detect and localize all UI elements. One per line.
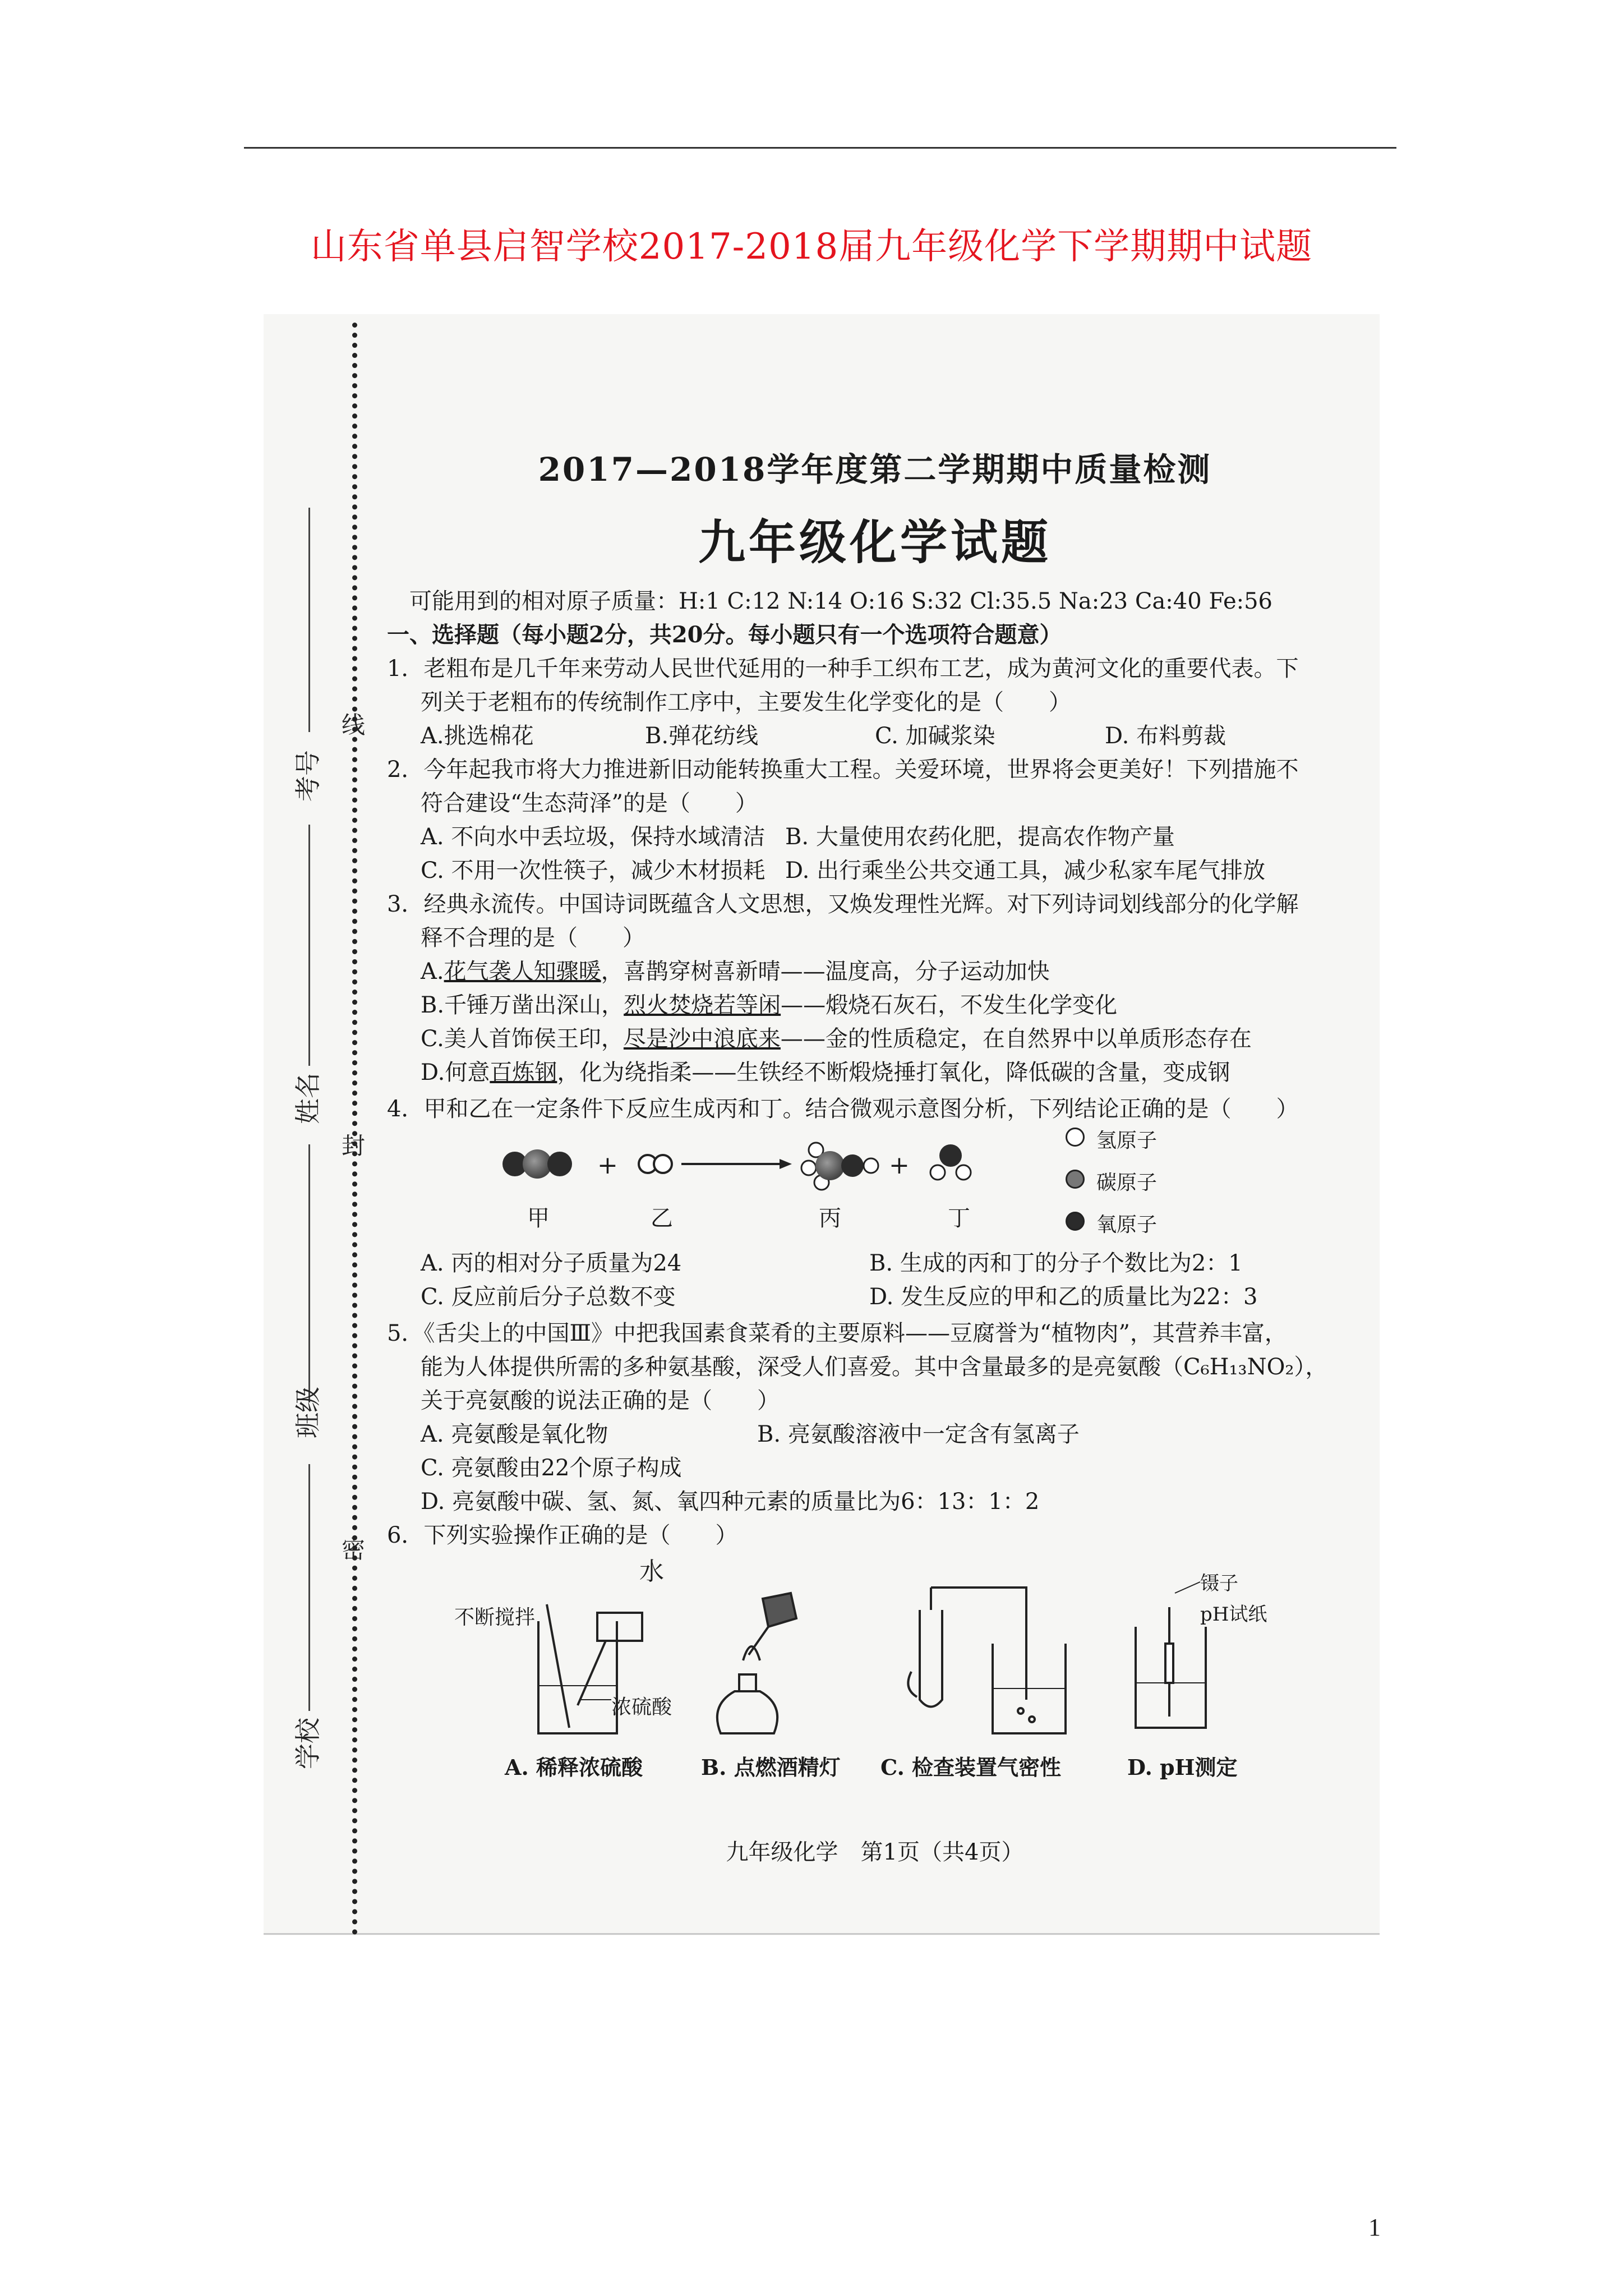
q3-d-underlined: 百炼钢 [490, 1060, 557, 1085]
q1-option-b: B.弹花纺线 [645, 723, 759, 749]
q4-option-b: B. 生成的丙和丁的分子个数比为2：1 [869, 1250, 1243, 1276]
atom-hydrogen [864, 1158, 878, 1173]
label-jia: 甲 [527, 1205, 550, 1231]
label-yi: 乙 [651, 1205, 673, 1231]
xingming-line-lower [308, 1144, 310, 1402]
illustration-b-alcohol-lamp [717, 1593, 796, 1733]
legend-hydrogen-label: 氢原子 [1096, 1129, 1158, 1152]
q4-option-d: D. 发生反应的甲和乙的质量比为22：3 [869, 1284, 1258, 1310]
atom-oxygen [841, 1154, 864, 1177]
label-bing: 丙 [819, 1205, 841, 1231]
page-number: 1 [1368, 2214, 1381, 2241]
label-concentrated-acid: 浓硫酸 [611, 1696, 672, 1719]
kaohao-line [308, 508, 310, 732]
q1-option-d: D. 布料剪裁 [1105, 723, 1227, 749]
binding-mark-mi: 密 [341, 1536, 365, 1563]
q3-b-underlined: 烈火焚烧若等闲 [624, 992, 781, 1018]
label-banji: 班级 [293, 1387, 323, 1438]
label-tweezers: 镊子 [1200, 1572, 1238, 1595]
atom-carbon [815, 1151, 845, 1180]
label-kaohao: 考号 [293, 750, 323, 802]
section-1-heading: 一、选择题（每小题2分，共20分。每小题只有一个选项符合题意） [387, 622, 1062, 648]
legend-oxygen-label: 氧原子 [1096, 1213, 1158, 1236]
atomic-masses: 可能用到的相对原子质量：H:1 C:12 N:14 O:16 S:32 Cl:35.5 Na:23 Ca:40 Fe:56 [409, 588, 1273, 614]
illustration-c-airtightness [908, 1588, 1066, 1733]
legend-carbon-label: 碳原子 [1096, 1171, 1158, 1194]
lighting-contact [749, 1627, 768, 1655]
scan-bottom-edge [264, 1933, 1380, 1935]
molecule-jia [502, 1149, 572, 1179]
atom-hydrogen [956, 1165, 971, 1180]
plus-sign-2: + [889, 1151, 910, 1180]
q6-line1: 6．下列实验操作正确的是（ ） [387, 1522, 738, 1548]
exam-header-term: 2017—2018学年度第二学期期中质量检测 [538, 450, 1212, 489]
xingming-line-upper [308, 825, 310, 1066]
q5-option-a: A. 亮氨酸是氧化物 [421, 1421, 608, 1447]
reaction-arrowhead [780, 1159, 792, 1169]
label-water: 水 [639, 1557, 664, 1586]
delivery-tube [931, 1588, 1026, 1700]
atom-oxygen [547, 1152, 572, 1176]
glass-rod [547, 1604, 569, 1728]
q5-option-b: B. 亮氨酸溶液中一定含有氢离子 [757, 1421, 1080, 1447]
document-title: 山东省单县启智学校2017-2018届九年级化学下学期期中试题 [310, 226, 1313, 268]
q3-line1: 3．经典永流传。中国诗词既蕴含人文思想，又焕发理性光辉。对下列诗词划线部分的化学解 [387, 891, 1299, 917]
q2-line1: 2．今年起我市将大力推进新旧动能转换重大工程。关爱环境，世界将会更美好！下列措施不 [387, 757, 1299, 783]
hand-holding-tube [908, 1672, 917, 1697]
q2-option-c: C. 不用一次性筷子，减少木材损耗 [421, 858, 766, 884]
q5-line3: 关于亮氨酸的说法正确的是（ ） [421, 1388, 780, 1414]
q3-a-underlined: 花气袭人知骤暖 [444, 959, 601, 984]
q1-line1: 1．老粗布是几千年来劳动人民世代延用的一种手工织布工艺，成为黄河文化的重要代表。下 [387, 656, 1299, 682]
ph-paper-strip [1165, 1644, 1173, 1683]
banji-line [308, 1464, 310, 1711]
q2-option-d: D. 出行乘坐公共交通工具，减少私家车尾气排放 [785, 858, 1266, 884]
q3-line2: 释不合理的是（ ） [421, 925, 645, 951]
bubble [1018, 1708, 1023, 1714]
q4-reaction-diagram [499, 1133, 1004, 1195]
q3-a-prefix: A. [421, 959, 444, 984]
label-stir: 不断搅拌 [454, 1606, 536, 1629]
label-ding: 丁 [948, 1205, 970, 1231]
caption-b: B. 点燃酒精灯 [701, 1755, 841, 1780]
alcohol-lamp-body [717, 1691, 777, 1733]
q3-d-suffix: ，化为绕指柔——生铁经不断煅烧捶打氧化，降低碳的含量，变成钢 [557, 1060, 1230, 1085]
label-xingming: 姓名 [293, 1073, 323, 1124]
q5-option-d: D. 亮氨酸中碳、氢、氮、氧四种元素的质量比为6：13：1：2 [421, 1489, 1040, 1515]
q3-c-suffix: ——金的性质稳定，在自然界中以单质形态存在 [780, 1026, 1252, 1052]
q5-line2: 能为人体提供所需的多种氨基酸，深受人们喜爱。其中含量最多的是亮氨酸（C₆H₁₃NO₂）， [421, 1354, 1328, 1380]
caption-c: C. 检查装置气密性 [880, 1755, 1062, 1780]
legend-oxygen-icon [1066, 1212, 1085, 1231]
q6-experiment-illustrations [454, 1559, 1295, 1750]
q4-line1: 4．甲和乙在一定条件下反应生成丙和丁。结合微观示意图分析，下列结论正确的是（ ） [387, 1096, 1299, 1122]
q3-option-b [421, 987, 1117, 1019]
tweezers-pointer [1175, 1582, 1200, 1593]
legend-carbon-icon [1066, 1170, 1085, 1189]
q3-d-prefix: D.何意 [421, 1060, 490, 1085]
q5-option-c: C. 亮氨酸由22个原子构成 [421, 1455, 682, 1481]
lamp-flame [743, 1646, 760, 1660]
atom-hydrogen [654, 1155, 672, 1173]
q4-option-a: A. 丙的相对分子质量为24 [421, 1250, 682, 1276]
illustration-d-ph-test [1136, 1582, 1206, 1728]
atom-oxygen [939, 1144, 962, 1167]
caption-d: D. pH测定 [1127, 1755, 1238, 1780]
test-tube [920, 1610, 942, 1707]
label-xuexiao: 学校 [293, 1718, 323, 1769]
exam-header-subject: 九年级化学试题 [698, 514, 1052, 570]
beaker-a [538, 1621, 617, 1733]
q3-option-d [421, 1055, 1230, 1087]
q2-option-a: A. 不向水中丢垃圾，保持水域清洁 [421, 824, 766, 850]
q2-line2: 符合建设“生态菏泽”的是（ ） [421, 790, 758, 816]
q3-option-c [421, 1021, 1252, 1053]
plus-sign-1: + [597, 1151, 618, 1180]
q3-c-underlined: 尽是沙中浪底来 [623, 1026, 781, 1052]
q3-b-suffix: ——煅烧石灰石，不发生化学变化 [781, 992, 1118, 1018]
bubble [1029, 1717, 1035, 1722]
q4-option-c: C. 反应前后分子总数不变 [421, 1284, 676, 1310]
exam-page-footer: 九年级化学 第1页（共4页） [726, 1839, 1024, 1865]
atom-hydrogen [801, 1161, 816, 1175]
q2-option-b: B. 大量使用农药化肥，提高农作物产量 [785, 824, 1175, 850]
q1-option-c: C. 加碱浆染 [875, 723, 995, 749]
second-lamp-tilted [763, 1593, 796, 1627]
water-bottle [597, 1613, 642, 1641]
q3-c-prefix: C.美人首饰侯王印， [421, 1026, 624, 1052]
q3-a-suffix: ，喜鹊穿树喜新晴——温度高，分子运动加快 [601, 959, 1050, 984]
molecule-bing [801, 1143, 878, 1190]
lamp-wick-holder [739, 1674, 756, 1691]
q3-b-prefix: B.千锤万凿出深山， [421, 992, 624, 1018]
legend-hydrogen-icon [1066, 1128, 1085, 1147]
atom-hydrogen [930, 1165, 945, 1180]
binding-mark-xian: 线 [341, 711, 365, 739]
top-rule [244, 147, 1396, 149]
binding-mark-feng: 封 [341, 1132, 365, 1159]
molecule-yi [639, 1155, 672, 1173]
q1-line2: 列关于老粗布的传统制作工序中，主要发生化学变化的是（ ） [421, 689, 1071, 715]
label-ph-paper: pH试纸 [1200, 1603, 1267, 1626]
q5-line1: 5．《舌尖上的中国Ⅲ》中把我国素食菜肴的主要原料——豆腐誉为“植物肉”，其营养丰富， [387, 1320, 1287, 1346]
water-stream [578, 1641, 606, 1705]
q1-option-a: A.挑选棉花 [421, 723, 534, 749]
q3-option-a [421, 954, 1050, 986]
molecule-ding [930, 1144, 971, 1180]
caption-a: A. 稀释浓硫酸 [505, 1755, 643, 1780]
